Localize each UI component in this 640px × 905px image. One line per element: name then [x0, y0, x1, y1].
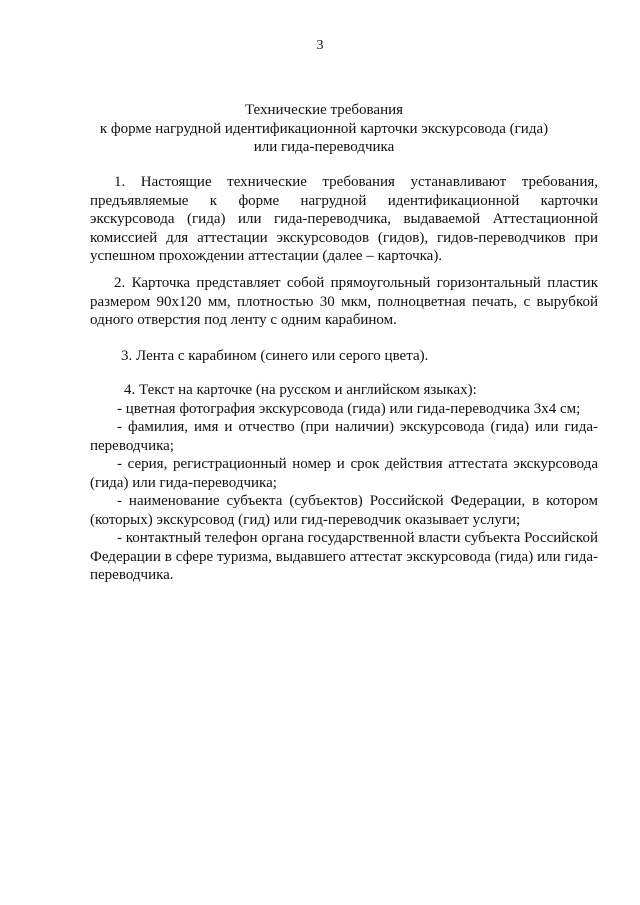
- list-item: - наименование субъекта (субъектов) Российской Федерации, в котором (которых) экскурсовод (гид) или гид-переводчик оказывает услуги;: [90, 493, 598, 528]
- list-item: - цветная фотография экскурсовода (гида) или гида-переводчика 3х4 см;: [117, 400, 581, 417]
- list-item: - серия, регистрационный номер и срок действия аттестата экскурсовода (гида) или гида-переводчика;: [90, 456, 598, 491]
- title-line: Технические требования: [244, 102, 404, 118]
- title-line: или гида-переводчика: [253, 139, 395, 155]
- paragraph-3: 3. Лента с карабином (синего или серого цвета).: [121, 348, 429, 364]
- paragraph-4-intro: 4. Текст на карточке (на русском и английском языках):: [124, 382, 477, 398]
- document-title: [60, 101, 588, 157]
- paragraph-2: 2. Карточка представляет собой прямоугольный горизонтальный пластик размером 90х120 мм, плотностью 30 мкм, полноцветная печать, с вырубкой одного отверстия под ленту с одним карабином.: [90, 275, 598, 328]
- list-item: - контактный телефон органа государственной власти субъекта Российской Федерации в сфере туризма, выдавшего аттестат экскурсовода (гида) или гида-переводчика.: [90, 530, 598, 583]
- list-item: - фамилия, имя и отчество (при наличии) экскурсовода (гида) или гида-переводчика;: [90, 419, 598, 454]
- title-line: к форме нагрудной идентификационной карточки экскурсовода (гида): [99, 120, 549, 137]
- page-number: 3: [316, 38, 324, 53]
- paragraph-4: [90, 381, 598, 585]
- paragraph-1: 1. Настоящие технические требования устанавливают требования, предъявляемые к форме нагрудной идентификационной карточки экскурсовода (гида) или гида-переводчика, выдаваемой Аттестационной комиссией для аттестации экскурсоводов (гидов), гидов-переводчиков при успешном прохождении аттестации (далее – карточка).: [90, 174, 598, 264]
